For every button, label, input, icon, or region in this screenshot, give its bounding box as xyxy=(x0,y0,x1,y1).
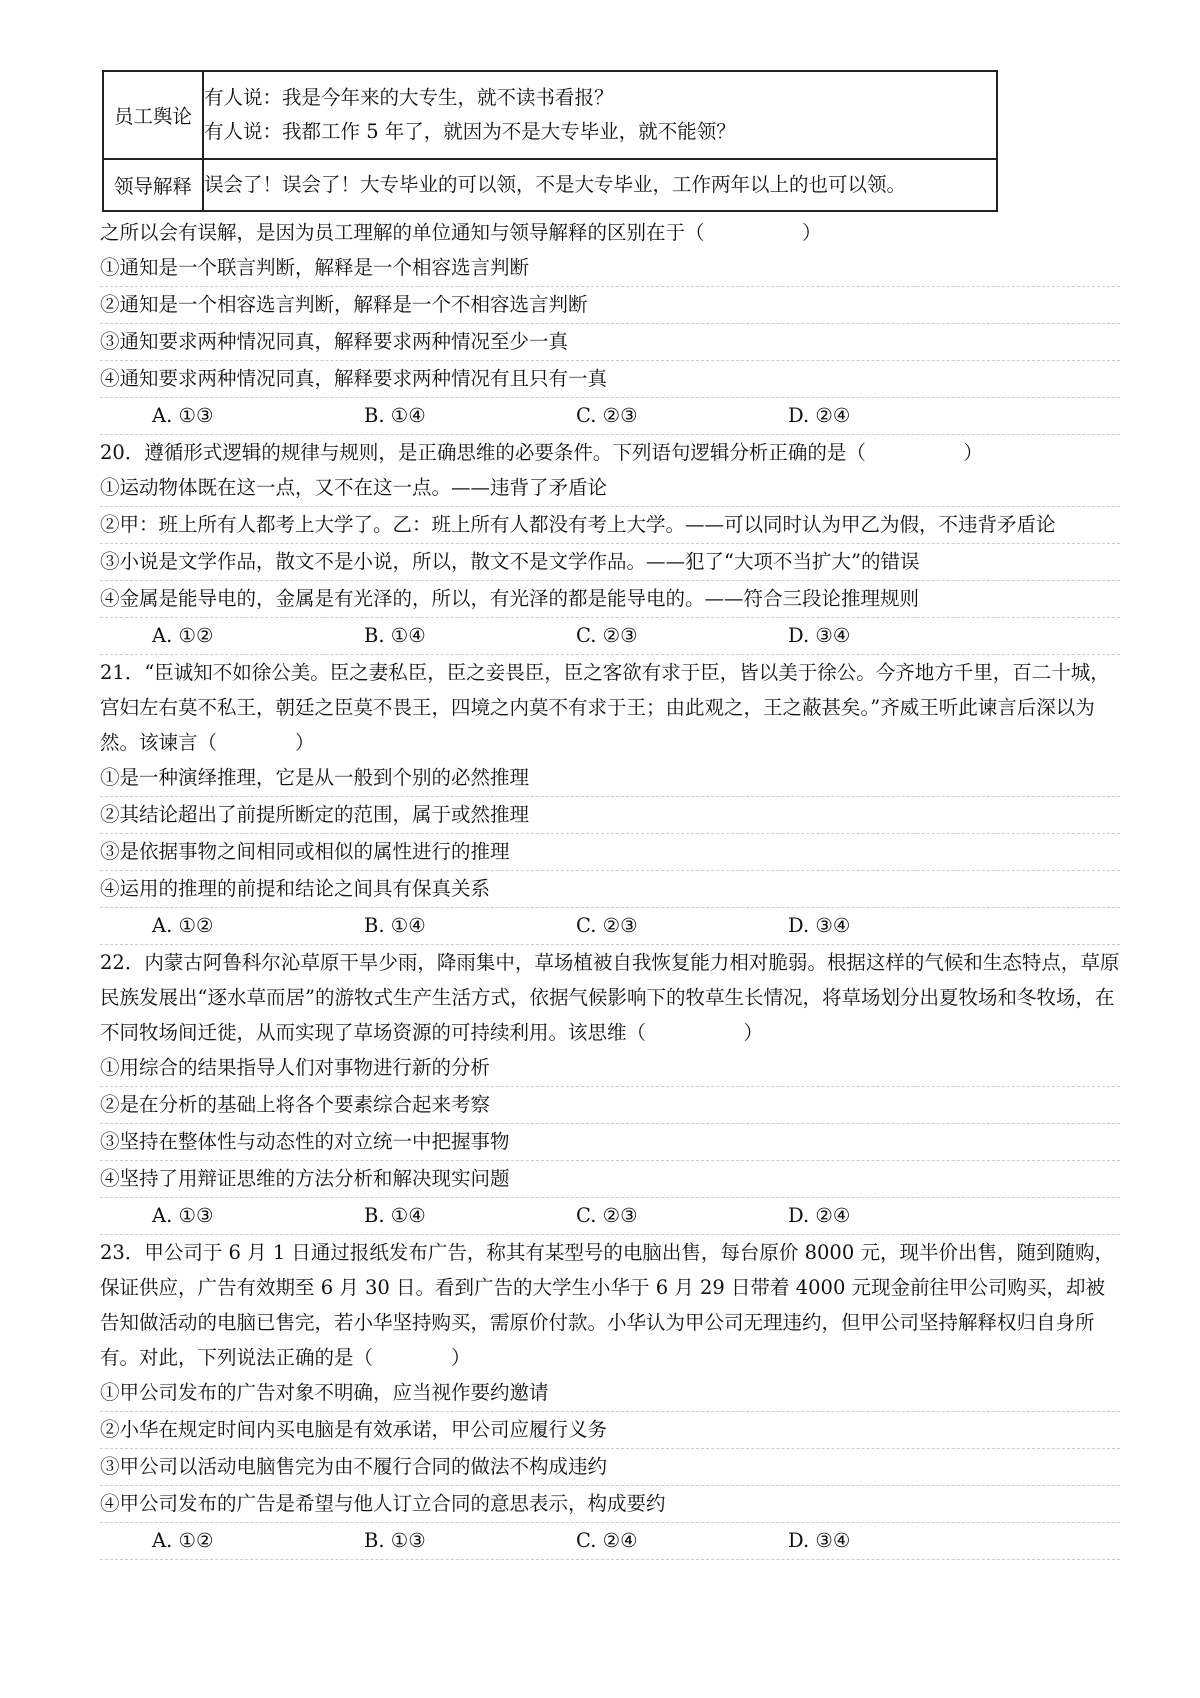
statement-item: ④金属是能导电的，金属是有光泽的，所以，有光泽的都是能导电的。——符合三段论推理规则 xyxy=(100,581,1120,618)
question-stem: 20．遵循形式逻辑的规律与规则，是正确思维的必要条件。下列语句逻辑分析正确的是（ ） xyxy=(100,441,983,464)
choice-c[interactable]: C. ②③ xyxy=(576,624,638,647)
answer-choices xyxy=(100,618,1120,655)
choice-d[interactable]: D. ②④ xyxy=(788,1204,851,1227)
statement-item: ②通知是一个相容选言判断，解释是一个不相容选言判断 xyxy=(100,287,1120,324)
statement-item: ②小华在规定时间内买电脑是有效承诺，甲公司应履行义务 xyxy=(100,1412,1120,1449)
statement-item: ①甲公司发布的广告对象不明确，应当视作要约邀请 xyxy=(100,1375,1120,1412)
statement-item: ③甲公司以活动电脑售完为由不履行合同的做法不构成违约 xyxy=(100,1449,1120,1486)
statement-item: ③坚持在整体性与动态性的对立统一中把握事物 xyxy=(100,1124,1120,1161)
table-cell-employee-opinion xyxy=(203,71,997,159)
statement-item: ③小说是文学作品，散文不是小说，所以，散文不是文学作品。——犯了“大项不当扩大”的错误 xyxy=(100,544,1120,581)
question-stem: 23．甲公司于 6 月 1 日通过报纸发布广告，称其有某型号的电脑出售，每台原价 8000 元，现半价出售，随到随购，保证供应，广告有效期至 6 月 30 日。看到广告的大学生小华于 6 月 29 日带着 4000 元现金前往甲公司购买，却被告知做活动的电脑已售完，若小华坚持购买，需原价付款。小华认为甲公司无理违约，但甲公司坚持解释权归自身所有。对此，下列说法正确的是（ ） xyxy=(100,1241,1114,1369)
statement-item: ④通知要求两种情况同真，解释要求两种情况有且只有一真 xyxy=(100,361,1120,398)
opinion-table xyxy=(102,70,998,212)
choice-b[interactable]: B. ①④ xyxy=(364,914,426,937)
answer-choices xyxy=(100,398,1120,435)
statement-item: ④运用的推理的前提和结论之间具有保真关系 xyxy=(100,871,1120,908)
opinion-line-1: 有人说：我是今年来的大专生，就不读书看报？ xyxy=(204,86,614,109)
choice-a[interactable]: A. ①② xyxy=(152,1529,214,1552)
question-21 xyxy=(100,655,1120,945)
statement-item: ①用综合的结果指导人们对事物进行新的分析 xyxy=(100,1050,1120,1087)
table-cell-leader-explanation: 误会了！误会了！大专毕业的可以领，不是大专毕业，工作两年以上的也可以领。 xyxy=(203,159,997,211)
statement-item: ④甲公司发布的广告是希望与他人订立合同的意思表示，构成要约 xyxy=(100,1486,1120,1523)
choice-a[interactable]: A. ①③ xyxy=(152,404,214,427)
choice-d[interactable]: D. ②④ xyxy=(788,404,851,427)
choice-d[interactable]: D. ③④ xyxy=(788,914,851,937)
question-stem: 之所以会有误解，是因为员工理解的单位通知与领导解释的区别在于（ ） xyxy=(100,221,822,244)
question-19 xyxy=(100,216,1120,435)
question-22 xyxy=(100,945,1120,1235)
choice-b[interactable]: B. ①④ xyxy=(364,624,426,647)
statement-item: ②是在分析的基础上将各个要素综合起来考察 xyxy=(100,1087,1120,1124)
exam-page xyxy=(100,70,1120,1560)
choice-b[interactable]: B. ①④ xyxy=(364,1204,426,1227)
question-stem: 22．内蒙古阿鲁科尔沁草原干旱少雨，降雨集中，草场植被自我恢复能力相对脆弱。根据这样的气候和生态特点，草原民族发展出“逐水草而居”的游牧式生产生活方式，依据气候影响下的牧草生长情况，将草场划分出夏牧场和冬牧场，在不同牧场间迁徙，从而实现了草场资源的可持续利用。该思维（ ） xyxy=(100,951,1120,1044)
table-header-employee-opinion: 员工舆论 xyxy=(103,71,203,159)
question-23 xyxy=(100,1235,1120,1560)
statement-item: ①运动物体既在这一点，又不在这一点。——违背了矛盾论 xyxy=(100,470,1120,507)
question-stem: 21．“臣诚知不如徐公美。臣之妻私臣，臣之妾畏臣，臣之客欲有求于臣，皆以美于徐公。今齐地方千里，百二十城，宫妇左右莫不私王，朝廷之臣莫不畏王，四境之内莫不有求于王；由此观之，王之蔽甚矣。”齐威王听此谏言后深以为然。该谏言（ ） xyxy=(100,661,1110,754)
statement-item: ③是依据事物之间相同或相似的属性进行的推理 xyxy=(100,834,1120,871)
answer-choices xyxy=(100,1198,1120,1235)
choice-b[interactable]: B. ①③ xyxy=(364,1529,426,1552)
statement-item: ①是一种演绎推理，它是从一般到个别的必然推理 xyxy=(100,760,1120,797)
choice-c[interactable]: C. ②③ xyxy=(576,914,638,937)
choice-a[interactable]: A. ①② xyxy=(152,914,214,937)
choice-d[interactable]: D. ③④ xyxy=(788,624,851,647)
statement-item: ②其结论超出了前提所断定的范围，属于或然推理 xyxy=(100,797,1120,834)
opinion-line-2: 有人说：我都工作 5 年了，就因为不是大专毕业，就不能领？ xyxy=(204,120,736,143)
question-list xyxy=(100,435,1120,1560)
choice-a[interactable]: A. ①② xyxy=(152,624,214,647)
choice-c[interactable]: C. ②③ xyxy=(576,404,638,427)
choice-d[interactable]: D. ③④ xyxy=(788,1529,851,1552)
table-header-leader-explanation: 领导解释 xyxy=(103,159,203,211)
choice-b[interactable]: B. ①④ xyxy=(364,404,426,427)
question-20 xyxy=(100,435,1120,655)
choice-c[interactable]: C. ②③ xyxy=(576,1204,638,1227)
statement-item: ②甲：班上所有人都考上大学了。乙：班上所有人都没有考上大学。——可以同时认为甲乙为假，不违背矛盾论 xyxy=(100,507,1120,544)
answer-choices xyxy=(100,1523,1120,1560)
choice-a[interactable]: A. ①③ xyxy=(152,1204,214,1227)
statement-item: ③通知要求两种情况同真，解释要求两种情况至少一真 xyxy=(100,324,1120,361)
statement-item: ①通知是一个联言判断，解释是一个相容选言判断 xyxy=(100,250,1120,287)
statement-item: ④坚持了用辩证思维的方法分析和解决现实问题 xyxy=(100,1161,1120,1198)
choice-c[interactable]: C. ②④ xyxy=(576,1529,638,1552)
answer-choices xyxy=(100,908,1120,945)
